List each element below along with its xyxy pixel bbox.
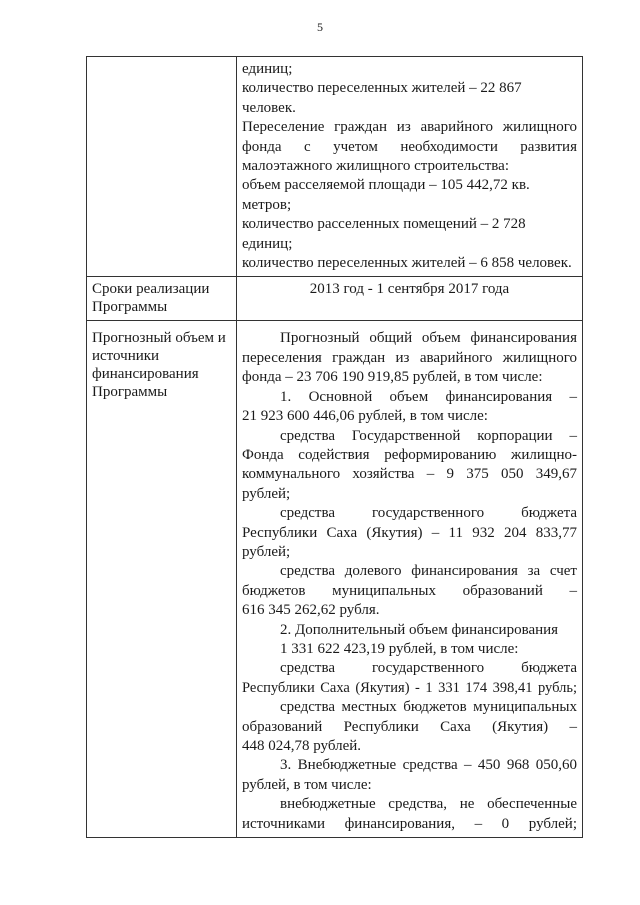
text-line: образований Республики Саха (Якутия) – [242, 718, 577, 735]
label-line: Сроки реализации [92, 281, 210, 298]
text-line: 3. Внебюджетные средства – 450 968 050,60 [280, 757, 577, 774]
text-line: метров; [242, 196, 292, 213]
text-line: количество расселенных помещений – 2 728 [242, 216, 526, 233]
row-label-empty [87, 57, 237, 277]
text-line: количество переселенных жителей – 6 858 человек. [242, 255, 572, 272]
text-line: переселения граждан из аварийного жилищного [242, 349, 577, 366]
text-line: Прогнозный общий объем финансирования [280, 330, 577, 347]
text-line: средства местных бюджетов муниципальных [280, 699, 577, 716]
text-line: человек. [242, 99, 296, 116]
text-line: малоэтажного жилищного строительства: [242, 158, 509, 175]
text-line: рублей, в том числе: [242, 776, 372, 793]
text-line: рублей; [242, 485, 291, 502]
row-label-funding [87, 321, 237, 838]
text-line: рублей; [242, 543, 291, 560]
table-row [87, 57, 583, 277]
text-line: средства государственного бюджета [280, 660, 577, 677]
text-line: 1 331 622 423,19 рублей, в том числе: [280, 640, 519, 657]
text-line: средства долевого финансирования за счет [280, 563, 577, 580]
text-line: 616 345 262,62 рубля. [242, 602, 380, 619]
row-content-timeline: 2013 год - 1 сентября 2017 года [237, 277, 583, 321]
row-content-funding [237, 321, 583, 838]
label-line: Программы [92, 299, 168, 316]
label-line: Программы [92, 384, 168, 401]
text-line: фонда с учетом необходимости развития [242, 138, 577, 155]
text-line: объем расселяемой площади – 105 442,72 кв. [242, 177, 530, 194]
text-line: количество переселенных жителей – 22 867 [242, 80, 522, 97]
text-line: внебюджетные средства, не обеспеченные [280, 796, 577, 813]
text-line: единиц; [242, 235, 293, 252]
text-line: 21 923 600 446,06 рублей, в том числе: [242, 408, 488, 425]
table-row [87, 277, 583, 321]
text-line: 2. Дополнительный объем финансирования [280, 621, 559, 638]
label-line: источники [92, 348, 160, 365]
text-line: фонда – 23 706 190 919,85 рублей, в том числе: [242, 369, 543, 386]
text-line: Фонда содействия реформированию жилищно- [242, 446, 577, 463]
program-passport-table [86, 56, 583, 838]
text-line: единиц; [242, 61, 293, 77]
text-line: источниками финансирования, – 0 рублей; [242, 815, 577, 832]
label-line: финансирования [92, 366, 199, 383]
table-row [87, 321, 583, 838]
row-content-resettlement [237, 57, 583, 277]
page-number: 5 [317, 20, 323, 34]
label-line: Прогнозный объем и [92, 330, 226, 347]
text-line: средства Государственной корпорации – [280, 427, 577, 444]
text-line: 448 024,78 рублей. [242, 738, 362, 754]
text-line: Республики Саха (Якутия) - 1 331 174 398,41 рубль; [242, 679, 577, 696]
text-line: 1. Основной объем финансирования – [280, 388, 577, 405]
row-label-timeline [87, 277, 237, 321]
text-line: бюджетов муниципальных образований – [242, 582, 577, 599]
text-line: средства государственного бюджета [280, 505, 577, 522]
text-line: Переселение граждан из аварийного жилищного [242, 119, 577, 136]
text-line: коммунального хозяйства – 9 375 050 349,67 [242, 466, 577, 483]
text-line: Республики Саха (Якутия) – 11 932 204 833,77 [242, 524, 577, 541]
